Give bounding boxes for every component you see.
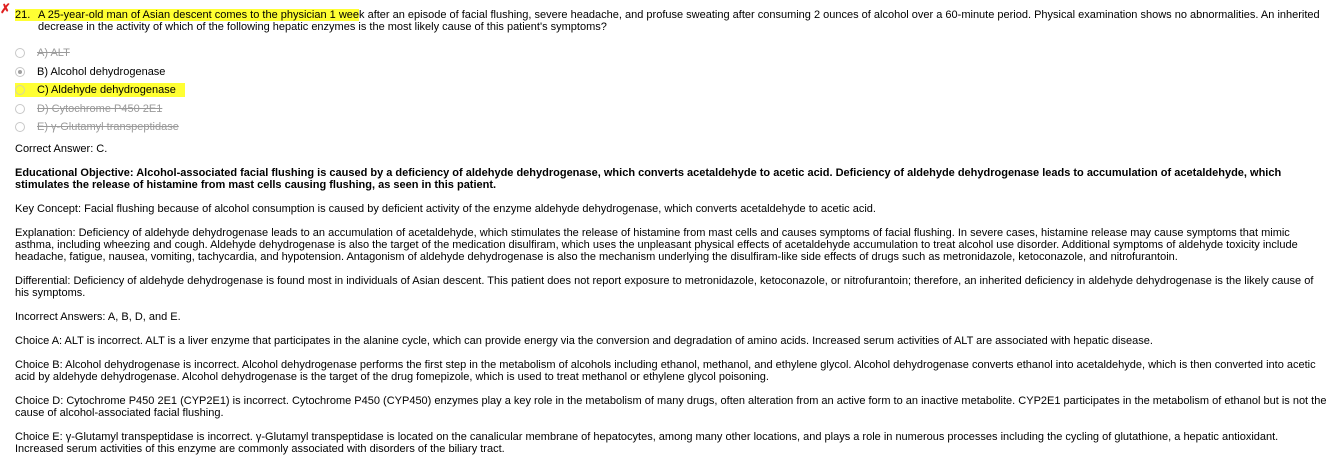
radio-button-selected[interactable] [15,67,25,77]
choice-label: E) γ-Glutamyl transpeptidase [37,121,179,134]
choice-a[interactable] [15,44,1327,63]
choice-b-explanation: Choice B: Alcohol dehydrogenase is incorrect. Alcohol dehydrogenase performs the first step in the metabolism of alcohols including ethanol, methanol, and ethylene glycol. Alcohol dehydrogenase converts ethanol into acetaldehyde, which is then converted into acetic acid by aldehyde dehydrogenase. Alcohol dehydrogenase is the target of the drug fomepizole, which is used to treat methanol or ethylene glycol poisoning. [15,358,1316,383]
incorrect-answers: Incorrect Answers: A, B, D, and E. [15,310,181,323]
choice-d-explanation: Choice D: Cytochrome P450 2E1 (CYP2E1) is incorrect. Cytochrome P450 (CYP450) enzymes play a key role in the metabolism of many drugs, often alteration from an active form to an inactive metabolite. CYP2E1 participates in the metabolism of ethanol but is not the cause of alcohol-associated facial flushing. [15,394,1327,419]
educational-objective: Educational Objective: Alcohol-associated facial flushing is caused by a deficiency of aldehyde dehydrogenase, which converts acetaldehyde to acetic acid. Deficiency of aldehyde dehydrogenase leads to accumulation of acetaldehyde, which stimulates the release of histamine from mast cells causing flushing, as seen in this patient. [15,166,1282,191]
question-review [15,9,1327,455]
question-stem [15,9,1327,33]
answer-choices [15,44,1327,137]
question-text-rest: k after an episode of facial flushing, severe headache, and profuse sweating after consuming 2 ounces of alcohol over a 60-minute period. Physical examination shows no abnormalities. An inherited decrease in the activity of which of the following hepatic enzymes is the most likely cause of this patient's symptoms? [38,9,1320,33]
choice-c[interactable] [15,81,1327,100]
choice-label: D) Cytochrome P450 2E1 [37,102,163,115]
choice-label: A) ALT [37,47,70,60]
question-number: 21. [15,9,38,21]
key-concept: Key Concept: Facial flushing because of alcohol consumption is caused by deficient activity of the enzyme aldehyde dehydrogenase, which converts acetaldehyde to acetic acid. [15,202,876,215]
correct-answer: Correct Answer: C. [15,142,108,155]
highlighted-text: A 25-year-old man of Asian descent comes to the physician 1 wee [38,9,360,21]
radio-button[interactable] [15,85,25,95]
choice-e[interactable] [15,118,1327,137]
choice-label: C) Aldehyde dehydrogenase [37,84,176,97]
choice-label: B) Alcohol dehydrogenase [37,65,166,78]
radio-selected-dot [18,70,22,74]
explanation: Explanation: Deficiency of aldehyde dehydrogenase leads to an accumulation of acetaldehyde, which stimulates the release of histamine from mast cells and causes symptoms of facial flushing. In severe cases, histamine release may cause symptoms that mimic asthma, including wheezing and cough. Aldehyde dehydrogenase is also the target of the medication disulfiram, which uses the unpleasant physical effects of acetaldehyde accumulation to treat alcohol use disorder. Additional symptoms of aldehyde toxicity include headache, fatigue, nausea, vomiting, tachycardia, and hypotension. Antagonism of aldehyde dehydrogenase is also the mechanism underlying the disulfiram-like side effects of drugs such as metronidazole, ketoconazole, and nitrofurantoin. [15,226,1298,263]
choice-b[interactable] [15,63,1327,82]
incorrect-mark-icon: ✗ [0,1,11,16]
radio-button[interactable] [15,104,25,114]
question-text [38,9,1327,33]
radio-button[interactable] [15,48,25,58]
differential: Differential: Deficiency of aldehyde dehydrogenase is found most in individuals of Asian descent. This patient does not report exposure to metronidazole, ketoconazole, or nitrofurantoin; therefore, an inherited deficiency in aldehyde dehydrogenase is the likely cause of his symptoms. [15,274,1314,299]
choice-a-explanation: Choice A: ALT is incorrect. ALT is a liver enzyme that participates in the alanine cycle, which can provide energy via the conversion and degradation of amino acids. Increased serum activities of ALT are associated with hepatic disease. [15,334,1153,347]
choice-e-explanation: Choice E: γ-Glutamyl transpeptidase is incorrect. γ-Glutamyl transpeptidase is located on the canalicular membrane of hepatocytes, among many other locations, and plays a role in numerous processes including the cycling of glutathione, a hepatic antioxidant. Increased serum activities of this enzyme are commonly associated with disorders of the biliary tract. [15,430,1279,455]
choice-d[interactable] [15,100,1327,119]
radio-button[interactable] [15,122,25,132]
